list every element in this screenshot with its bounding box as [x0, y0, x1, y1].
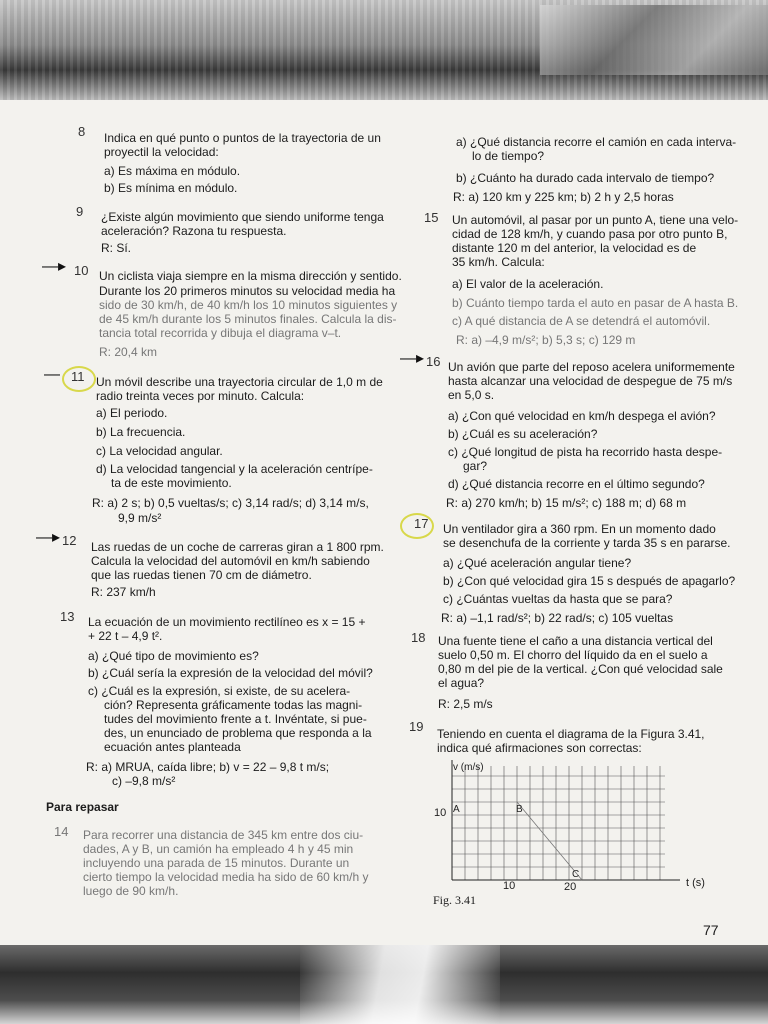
question-text: dades, A y B, un camión ha empleado 4 h y 45 min	[83, 842, 354, 856]
question-text: Las ruedas de un coche de carreras giran a 1 800 rpm.	[91, 540, 384, 554]
question-text: distante 120 m del anterior, la velocidad es de	[452, 241, 697, 255]
question-number: 16	[426, 354, 441, 369]
question-number: 9	[76, 204, 84, 219]
answer: R: a) 2 s; b) 0,5 vueltas/s; c) 3,14 rad/s; d) 3,14 m/s,	[92, 496, 369, 510]
question-text: Para recorrer una distancia de 345 km entre dos ciu-	[83, 828, 364, 842]
option-c: ecuación antes planteada	[104, 740, 241, 754]
answer: R: 237 km/h	[91, 585, 156, 599]
question-number: 18	[411, 630, 426, 645]
answer: R: a) –1,1 rad/s²; b) 22 rad/s; c) 105 vueltas	[441, 611, 674, 625]
option-d: d) ¿Qué distancia recorre en el último segundo?	[448, 477, 705, 491]
question-text: en 5,0 s.	[448, 388, 495, 402]
section-title: Para repasar	[46, 800, 119, 814]
question-number: 12	[62, 533, 77, 548]
question-text: Un automóvil, al pasar por un punto A, tiene una velo-	[452, 213, 739, 227]
question-text: cierto tiempo la velocidad media ha sido de 60 km/h y	[83, 870, 369, 884]
question-text: el agua?	[438, 676, 485, 690]
question-text: Calcula la velocidad del automóvil en km/h sabiendo	[91, 554, 370, 568]
option-c: c) ¿Cuántas vueltas da hasta que se para?	[443, 592, 673, 606]
question-text: 0,80 m del pie de la vertical. ¿Con qué velocidad sale	[438, 662, 723, 676]
option-a: a) Es máxima en módulo.	[104, 164, 241, 178]
question-text: cidad de 128 km/h, y cuando pasa por otro punto B,	[452, 227, 728, 241]
question-text: tancia total recorrida y dibuja el diagrama v–t.	[99, 326, 342, 340]
point-c-label: C	[572, 869, 580, 880]
question-text: hasta alcanzar una velocidad de despegue de 75 m/s	[448, 374, 733, 388]
option-b: b) La frecuencia.	[96, 425, 186, 439]
question-text: Un ventilador gira a 360 rpm. En un momento dado	[443, 522, 716, 536]
answer: R: Sí.	[101, 241, 132, 255]
option-a: a) ¿Qué distancia recorre el camión en cada interva-	[456, 135, 737, 149]
question-text: + 22 t – 4,9 t².	[88, 629, 163, 643]
option-c: c) ¿Qué longitud de pista ha recorrido hasta despe-	[448, 445, 723, 459]
option-c: des, un enunciado de problema que responda a la	[104, 726, 372, 740]
question-text: Durante los 20 primeros minutos su velocidad media ha	[99, 284, 396, 298]
option-c: ción? Representa gráficamente todas las magni-	[104, 698, 363, 712]
option-b: b) ¿Cuál es su aceleración?	[448, 427, 598, 441]
x-tick-10: 10	[503, 880, 516, 892]
option-c: c) ¿Cuál es la expresión, si existe, de su acelera-	[88, 684, 351, 698]
option-b: b) Cuánto tiempo tarda el auto en pasar de A hasta B.	[452, 296, 739, 310]
question-text: radio treinta veces por minuto. Calcula:	[96, 389, 305, 403]
x-tick-20: 20	[564, 881, 577, 893]
question-text: sido de 30 km/h, de 40 km/h los 10 minutos siguientes y	[99, 298, 398, 312]
question-text: Un avión que parte del reposo acelera uniformemente	[448, 360, 735, 374]
option-d: d) La velocidad tangencial y la aceleración centrípe-	[96, 462, 373, 476]
handwritten-arrow-icon: —▸	[400, 350, 425, 367]
question-number: 15	[424, 210, 439, 225]
question-text: suelo 0,50 m. El chorro del líquido da en el suelo a	[438, 648, 708, 662]
question-text: incluyendo una parada de 15 minutos. Durante un	[83, 856, 350, 870]
option-a: a) El valor de la aceleración.	[452, 277, 604, 291]
question-text: 35 km/h. Calcula:	[452, 255, 545, 269]
option-c: gar?	[463, 459, 488, 473]
answer: R: a) MRUA, caída libre; b) v = 22 – 9,8 t m/s;	[86, 760, 330, 774]
question-text: luego de 90 km/h.	[83, 884, 179, 898]
grid	[452, 766, 665, 880]
question-text: de 45 km/h durante los 5 minutos finales. Calcula la dis-	[99, 312, 397, 326]
question-number: 13	[60, 609, 75, 624]
option-a: lo de tiempo?	[472, 149, 545, 163]
question-number: 11	[71, 369, 85, 384]
figure-3-41-vt-diagram	[420, 756, 720, 896]
question-number: 14	[54, 824, 69, 839]
option-a: a) El periodo.	[96, 406, 168, 420]
question-text: Un ciclista viaja siempre en la misma dirección y sentido.	[99, 269, 402, 283]
question-text: Una fuente tiene el caño a una distancia vertical del	[438, 634, 713, 648]
question-number: 10	[74, 263, 89, 278]
question-text: que las ruedas tienen 70 cm de diámetro.	[91, 568, 312, 582]
answer: R: a) 120 km y 225 km; b) 2 h y 2,5 horas	[453, 190, 674, 204]
handwritten-arrow-icon: —▸	[42, 258, 67, 275]
option-c: c) La velocidad angular.	[96, 444, 223, 458]
handwritten-arrow-icon: —	[44, 366, 60, 383]
answer: R: 20,4 km	[99, 345, 158, 359]
answer: R: 2,5 m/s	[438, 697, 493, 711]
question-text: aceleración? Razona tu respuesta.	[101, 224, 287, 238]
option-a: a) ¿Qué aceleración angular tiene?	[443, 556, 632, 570]
answer: 9,9 m/s²	[118, 511, 162, 525]
handwritten-arrow-icon: —▸	[36, 529, 61, 546]
option-a: a) ¿Con qué velocidad en km/h despega el avión?	[448, 409, 716, 423]
point-b-label: B	[516, 804, 523, 815]
question-number: 19	[409, 719, 424, 734]
option-c: c) A qué distancia de A se detendrá el automóvil.	[452, 314, 711, 328]
option-c: tudes del movimiento frente a t. Invéntate, si pue-	[104, 712, 367, 726]
top-city-photo	[540, 5, 768, 75]
page-number: 77	[703, 922, 719, 938]
bottom-photo-highlight	[300, 945, 500, 1024]
question-number: 17	[414, 516, 429, 531]
x-axis-label: t (s)	[686, 877, 705, 889]
question-text: ¿Existe algún movimiento que siendo uniforme tenga	[101, 210, 384, 224]
point-a-label: A	[453, 804, 460, 815]
answer: c) –9,8 m/s²	[112, 774, 176, 788]
option-b: b) ¿Cuál sería la expresión de la velocidad del móvil?	[88, 666, 373, 680]
question-text: La ecuación de un movimiento rectilíneo es x = 15 +	[88, 615, 366, 629]
option-b: b) Es mínima en módulo.	[104, 181, 238, 195]
question-text: se desenchufa de la corriente y tarda 35 s en pararse.	[443, 536, 731, 550]
question-text: Indica en qué punto o puntos de la trayectoria de un	[104, 131, 381, 145]
option-b: b) ¿Cuánto ha durado cada intervalo de tiempo?	[456, 171, 715, 185]
answer: R: a) 270 km/h; b) 15 m/s²; c) 188 m; d) 68 m	[446, 496, 687, 510]
option-b: b) ¿Con qué velocidad gira 15 s después de apagarlo?	[443, 574, 736, 588]
option-d: ta de este movimiento.	[111, 476, 232, 490]
question-text: Teniendo en cuenta el diagrama de la Figura 3.41,	[437, 727, 705, 741]
answer: R: a) –4,9 m/s²; b) 5,3 s; c) 129 m	[456, 333, 636, 347]
question-text: indica qué afirmaciones son correctas:	[437, 741, 642, 755]
question-text: Un móvil describe una trayectoria circular de 1,0 m de	[96, 375, 383, 389]
y-tick-10: 10	[434, 807, 447, 819]
question-text: proyectil la velocidad:	[104, 145, 219, 159]
y-axis-label: v (m/s)	[453, 762, 484, 773]
option-a: a) ¿Qué tipo de movimiento es?	[88, 649, 259, 663]
question-number: 8	[78, 124, 86, 139]
figure-caption: Fig. 3.41	[433, 893, 477, 907]
